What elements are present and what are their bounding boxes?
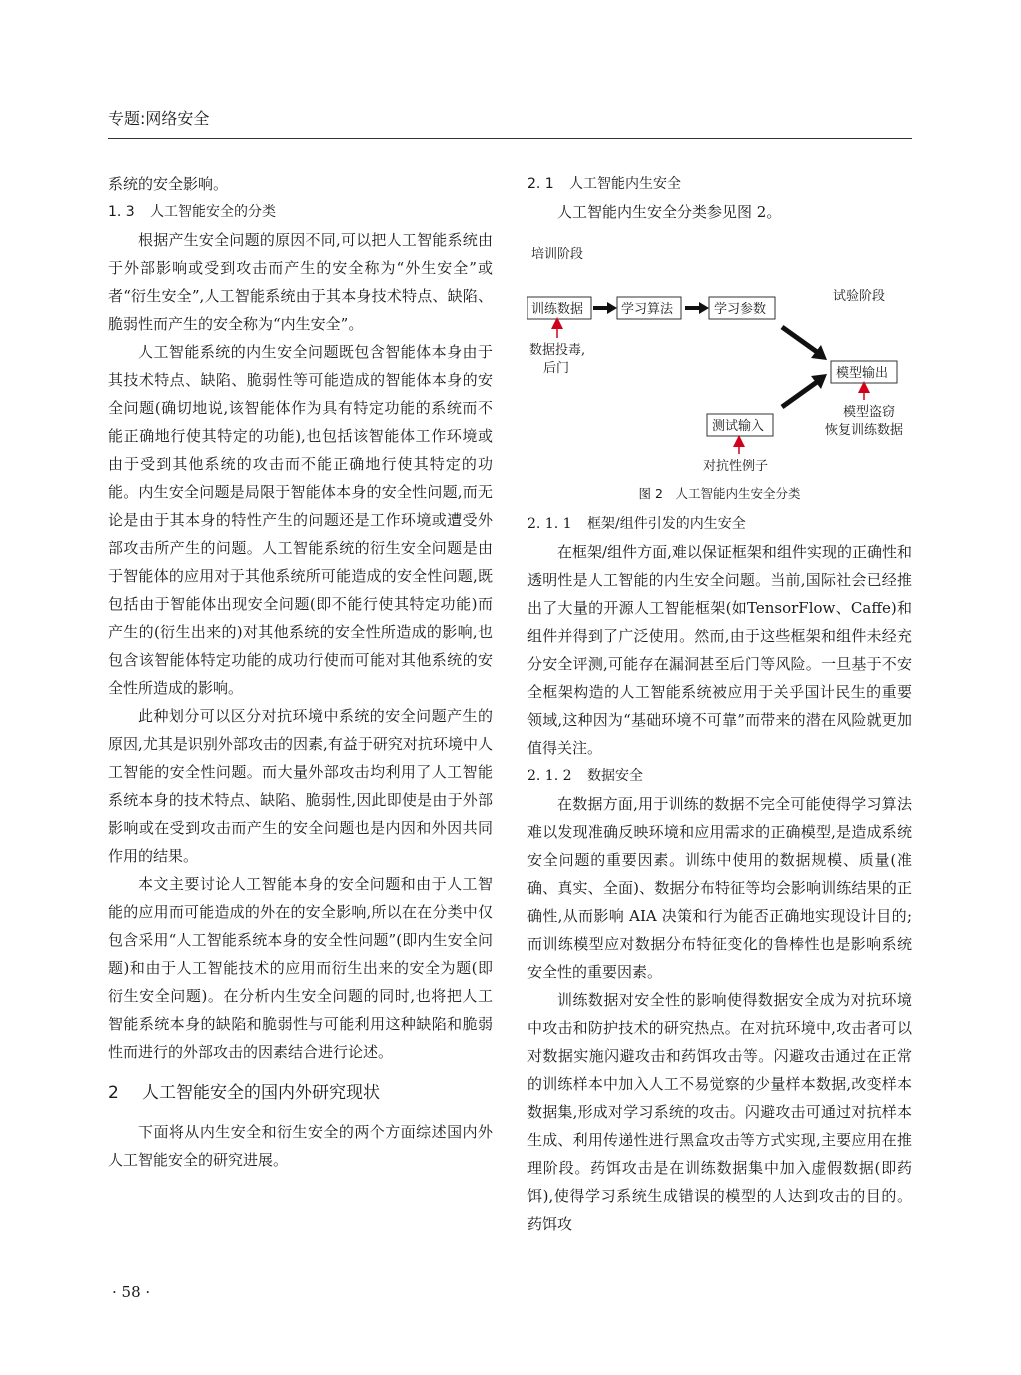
page-number: · 58 ·: [112, 1283, 151, 1301]
attack-label-adversarial: 对抗性例子: [703, 459, 769, 474]
paragraph: 此种划分可以区分对抗环境中系统的安全问题产生的原因,尤其是识别外部攻击的因素,有益于研究对抗环境中人工智能的安全性问题。而大量外部攻击均利用了人工智能系统本身的技术特点、缺陷、脆弱性,因此即使是由于外部影响或在受到攻击而产生的安全问题也是内因和外因共同作用的结果。: [108, 707, 493, 865]
attack-label-poison-1: 数据投毒,: [529, 343, 586, 358]
section-heading-2-1-1: [527, 510, 912, 538]
section-number: 2. 1. 2: [527, 768, 572, 784]
paragraph: 下面将从内生安全和衍生安全的两个方面综述国内外人工智能安全的研究进展。: [108, 1123, 493, 1169]
section-title: 人工智能安全的分类: [150, 204, 276, 220]
header-title: 专题:网络安全: [108, 109, 210, 128]
section-number: 1. 3: [108, 204, 135, 220]
paragraph: 人工智能系统的内生安全问题既包含智能体本身由于其技术特点、缺陷、脆弱性等可能造成的智能体本身的安全问题(确切地说,该智能体作为具有特定功能的系统而不能正确地行使其特定的功能),也包括该智能体工作环境或由于受到其他系统的攻击而不能正确地行使其特定的功能。内生安全问题是局限于智能体本身的安全性问题,而无论是由于其本身的特性产生的问题还是工作环境或遭受外部攻击所产生的问题。人工智能系统的衍生安全问题是由于智能体的应用对于其他系统所可能造成的安全性问题,既包括由于智能体出现安全问题(即不能行使其特定功能)而产生的(衍生出来的)对其他系统的安全性所造成的影响,也包含该智能体特定功能的成功行使而可能对其他系统的安全性所造成的影响。: [108, 343, 493, 697]
figure-diagram: [527, 232, 912, 480]
stage-label-training: 培训阶段: [531, 247, 584, 262]
section-title: 数据安全: [587, 768, 643, 784]
section-number: 2. 1: [527, 176, 554, 192]
paragraph: 在数据方面,用于训练的数据不完全可能使得学习算法难以发现准确反映环境和应用需求的正确模型,是造成系统安全问题的重要因素。训练中使用的数据规模、质量(准确、真实、全面)、数据分布特征等均会影响训练结果的正确性,从而影响 AIA 决策和行为能否正确地实现设计目的;而训练模型应对数据分布特征变化的鲁棒性也是影响系统安全性的重要因素。: [527, 795, 912, 981]
box-test-input-label: 测试输入: [712, 419, 765, 434]
section-number: 2: [108, 1083, 119, 1103]
stage-label-testing: 试验阶段: [833, 289, 886, 304]
attack-label-steal-2: 恢复训练数据: [825, 423, 904, 438]
left-column: [108, 170, 493, 1174]
section-title: 人工智能安全的国内外研究现状: [142, 1083, 380, 1103]
section-heading-2-1: [527, 170, 912, 198]
section-heading-2-1-2: [527, 762, 912, 790]
paragraph: 系统的安全影响。: [108, 175, 229, 193]
box-training-data-label: 训练数据: [531, 302, 584, 317]
attack-label-poison-2: 后门: [543, 361, 570, 376]
section-number: 2. 1. 1: [527, 516, 572, 532]
box-learning-algorithm-label: 学习算法: [621, 302, 674, 317]
attack-label-steal-1: 模型盗窃: [843, 405, 896, 420]
arrow-head: [699, 302, 709, 314]
box-model-output-label: 模型输出: [836, 366, 889, 381]
journal-header: [108, 106, 912, 139]
arrow-head: [607, 302, 617, 314]
box-learning-parameters-label: 学习参数: [714, 302, 767, 317]
paragraph: 根据产生安全问题的原因不同,可以把人工智能系统由于外部影响或受到攻击而产生的安全称为“外生安全”或者“衍生安全”,人工智能系统由于其本身技术特点、缺陷、脆弱性而产生的安全称为“内生安全”。: [108, 231, 493, 333]
right-column: [527, 170, 912, 1238]
section-heading-2: [108, 1078, 493, 1108]
figure-caption: 图 2 人工智能内生安全分类: [638, 486, 801, 501]
paragraph: 本文主要讨论人工智能本身的安全问题和由于人工智能的应用而可能造成的外在的安全影响,所以在在分类中仅包含采用“人工智能系统本身的安全性问题”(即内生安全问题)和由于人工智能技术的应用而衍生出来的安全为题(即衍生安全问题)。在分析内生安全问题的同时,也将把人工智能系统本身的缺陷和脆弱性与可能利用这种缺陷和脆弱性而进行的外部攻击的因素结合进行论述。: [108, 875, 493, 1061]
section-title: 人工智能内生安全: [569, 176, 681, 192]
figure-2: [527, 232, 912, 501]
paragraph: 训练数据对安全性的影响使得数据安全成为对抗环境中攻击和防护技术的研究热点。在对抗环境中,攻击者可以对数据实施闪避攻击和药饵攻击等。闪避攻击通过在正常的训练样本中加入人工不易觉察的少量样本数据,改变样本数据集,形成对学习系统的攻击。闪避攻击可通过对抗样本生成、利用传递性进行黑盒攻击等方式实现,主要应用在推理阶段。药饵攻击是在训练数据集中加入虚假数据(即药饵),使得学习系统生成错误的模型的人达到攻击的目的。药饵攻: [527, 991, 912, 1233]
section-heading-1-3: [108, 198, 493, 226]
section-title: 框架/组件引发的内生安全: [587, 516, 746, 532]
paragraph: 在框架/组件方面,难以保证框架和组件实现的正确性和透明性是人工智能的内生安全问题。当前,国际社会已经推出了大量的开源人工智能框架(如TensorFlow、Caffe)和组件并得到了广泛使用。然而,由于这些框架和组件未经充分安全评测,可能存在漏洞甚至后门等风险。一旦基于不安全框架构造的人工智能系统被应用于关乎国计民生的重要领域,这种因为“基础环境不可靠”而带来的潜在风险就更加值得关注。: [527, 543, 912, 757]
arrow-input-to-output: [782, 382, 817, 407]
paragraph: 人工智能内生安全分类参见图 2。: [557, 203, 782, 221]
arrow-param-to-output: [782, 327, 817, 352]
